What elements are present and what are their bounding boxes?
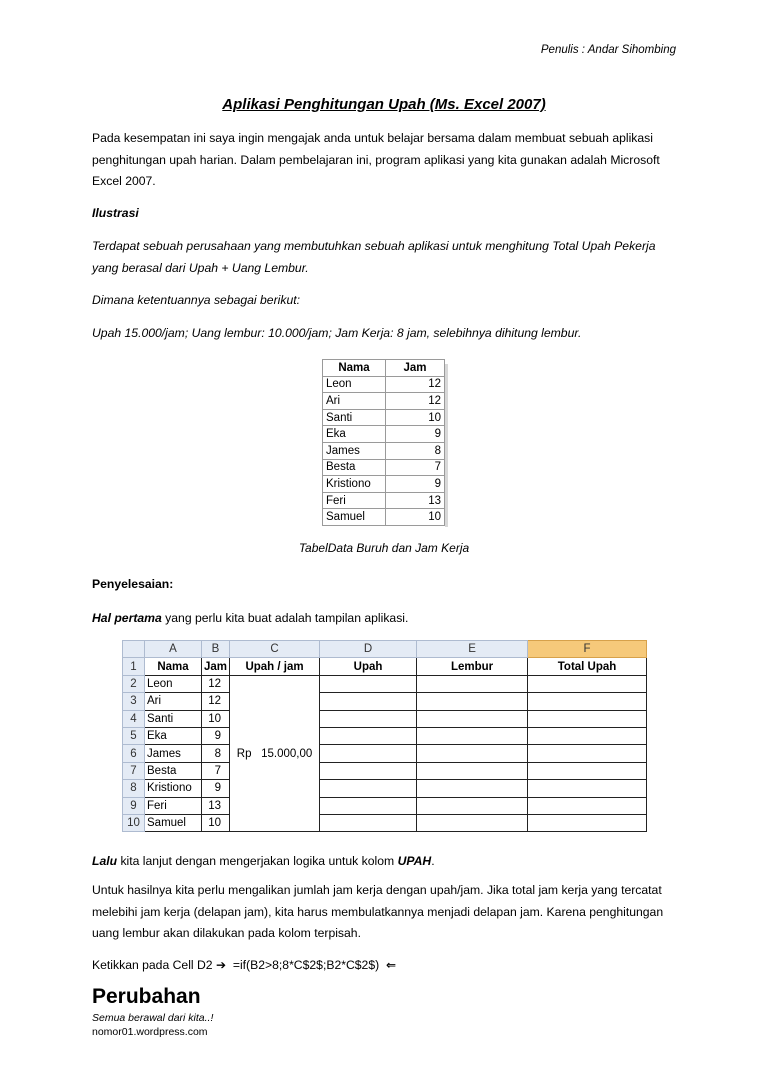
excel-grid: [122, 640, 647, 832]
excel-cell-jam: 12: [202, 693, 230, 710]
excel-rate-currency: Rp: [236, 747, 252, 760]
table-row: [323, 459, 445, 476]
excel-row-number: 8: [123, 780, 145, 797]
ketik-label: Ketikkan pada Cell D2: [92, 958, 213, 972]
excel-cell-total-upah: [528, 745, 647, 762]
excel-cell-lembur: [417, 780, 528, 797]
excel-data-row: [123, 675, 647, 692]
workers-table: [322, 359, 445, 526]
formula-text: =if(B2>8;8*C$2$;B2*C$2$): [232, 958, 380, 972]
table-cell-nama: Leon: [323, 376, 386, 393]
excel-row-number: 5: [123, 727, 145, 744]
table-header-row: [323, 360, 445, 377]
table-cell-nama: Santi: [323, 409, 386, 426]
excel-cell-upah: [320, 710, 417, 727]
excel-column-letter: C: [230, 641, 320, 658]
excel-column-letter: B: [202, 641, 230, 658]
table-row: [323, 426, 445, 443]
excel-cell-total-upah: [528, 814, 647, 831]
table-row: [323, 376, 445, 393]
excel-cell-jam: 8: [202, 745, 230, 762]
table-cell-nama: Samuel: [323, 509, 386, 526]
ilustrasi-heading: Ilustrasi: [92, 206, 139, 220]
lalu-rest-1: kita lanjut dengan mengerjakan logika untuk kolom: [117, 854, 398, 868]
excel-cell-upah: [320, 675, 417, 692]
table-cell-jam: 9: [386, 426, 445, 443]
excel-cell-jam: 9: [202, 727, 230, 744]
footer-brand: Perubahan: [92, 985, 201, 1008]
excel-cell-upah: [320, 727, 417, 744]
excel-cell-upah: [320, 762, 417, 779]
excel-cell-lembur: [417, 693, 528, 710]
table-row: [323, 393, 445, 410]
excel-header-cell: Upah / jam: [230, 658, 320, 675]
excel-column-headers: [123, 641, 647, 658]
lalu-rest-2: .: [431, 854, 435, 868]
table-cell-nama: James: [323, 442, 386, 459]
excel-cell-nama: Santi: [145, 710, 202, 727]
excel-cell-nama: Kristiono: [145, 780, 202, 797]
excel-rate-value: 15.000,00: [261, 747, 313, 760]
footer-url: nomor01.wordpress.com: [92, 1026, 208, 1038]
hal-pertama-line: [92, 608, 682, 630]
excel-cell-nama: Leon: [145, 675, 202, 692]
table-cell-jam: 7: [386, 459, 445, 476]
excel-cell-nama: Feri: [145, 797, 202, 814]
excel-header-cell: Nama: [145, 658, 202, 675]
excel-data-row: [123, 797, 647, 814]
excel-cell-nama: James: [145, 745, 202, 762]
excel-data-row: [123, 710, 647, 727]
excel-cell-lembur: [417, 745, 528, 762]
excel-row-number: 6: [123, 745, 145, 762]
lalu-upah: UPAH: [397, 854, 432, 868]
excel-cell-upah: [320, 797, 417, 814]
table-shadow: [445, 364, 448, 527]
lalu-bold: Lalu: [92, 854, 118, 868]
lalu-line: [92, 851, 682, 873]
table-row: [323, 492, 445, 509]
excel-data-row: [123, 745, 647, 762]
table-header-jam: Jam: [386, 360, 445, 377]
excel-cell-upah: [320, 780, 417, 797]
excel-header-cell: Total Upah: [528, 658, 647, 675]
author-line: Penulis : Andar Sihombing: [540, 44, 676, 56]
table-row: [323, 476, 445, 493]
excel-cell-jam: 10: [202, 710, 230, 727]
formula-line: [92, 955, 682, 977]
excel-column-letter: E: [417, 641, 528, 658]
excel-cell-lembur: [417, 727, 528, 744]
excel-cell-total-upah: [528, 762, 647, 779]
table-cell-jam: 8: [386, 442, 445, 459]
excel-cell-lembur: [417, 762, 528, 779]
table-cell-jam: 10: [386, 409, 445, 426]
ketentuan-line: Dimana ketentuannya sebagai berikut:: [92, 293, 300, 307]
table-caption: TabelData Buruh dan Jam Kerja: [298, 541, 470, 555]
excel-cell-nama: Ari: [145, 693, 202, 710]
excel-header-cell: Upah: [320, 658, 417, 675]
table-row: [323, 409, 445, 426]
excel-cell-upah: [320, 693, 417, 710]
excel-header-cell: Jam: [202, 658, 230, 675]
table-cell-jam: 12: [386, 393, 445, 410]
excel-cell-jam: 12: [202, 675, 230, 692]
excel-data-row: [123, 727, 647, 744]
excel-cell-total-upah: [528, 693, 647, 710]
excel-cell-jam: 9: [202, 780, 230, 797]
table-cell-jam: 10: [386, 509, 445, 526]
excel-cell-jam: 13: [202, 797, 230, 814]
excel-data-row: [123, 693, 647, 710]
table-cell-jam: 9: [386, 476, 445, 493]
table-row: [323, 442, 445, 459]
excel-header-row: [123, 658, 647, 675]
intro-paragraph: Pada kesempatan ini saya ingin mengajak anda untuk belajar bersama dalam membuat sebuah aplikasi penghitungan upah harian. Dalam pembelajaran ini, program aplikasi yang kita gunakan adalah Microsoft Excel 2007.: [92, 131, 660, 188]
excel-cell-total-upah: [528, 797, 647, 814]
rules-line: Upah 15.000/jam; Uang lembur: 10.000/jam; Jam Kerja: 8 jam, selebihnya dihitung lembur.: [92, 326, 582, 340]
excel-row-number: 1: [123, 658, 145, 675]
excel-row-number: 9: [123, 797, 145, 814]
excel-cell-nama: Eka: [145, 727, 202, 744]
table-row: [323, 509, 445, 526]
hal-pertama-bold: Hal pertama: [92, 611, 162, 625]
excel-cell-jam: 7: [202, 762, 230, 779]
excel-data-row: [123, 762, 647, 779]
excel-data-row: [123, 780, 647, 797]
excel-cell-lembur: [417, 814, 528, 831]
excel-cell-total-upah: [528, 710, 647, 727]
excel-cell-total-upah: [528, 780, 647, 797]
hal-pertama-rest: yang perlu kita buat adalah tampilan aplikasi.: [161, 611, 409, 625]
footer-tagline: Semua berawal dari kita..!: [92, 1012, 214, 1024]
excel-row-number: 3: [123, 693, 145, 710]
table-cell-jam: 13: [386, 492, 445, 509]
arrow-left-icon: ⇐: [385, 958, 397, 972]
excel-cell-nama: Samuel: [145, 814, 202, 831]
excel-cell-nama: Besta: [145, 762, 202, 779]
excel-cell-jam: 10: [202, 814, 230, 831]
excel-row-number: 2: [123, 675, 145, 692]
ilustrasi-paragraph: Terdapat sebuah perusahaan yang membutuhkan sebuah aplikasi untuk menghitung Total Upah Pekerja yang berasal dari Upah + Uang Lembur.: [92, 239, 656, 275]
table-cell-nama: Ari: [323, 393, 386, 410]
table-cell-jam: 12: [386, 376, 445, 393]
excel-row-number: 7: [123, 762, 145, 779]
penyelesaian-heading: Penyelesaian:: [92, 577, 174, 591]
excel-row-number: 4: [123, 710, 145, 727]
excel-header-cell: Lembur: [417, 658, 528, 675]
excel-row-number: 10: [123, 814, 145, 831]
table-cell-nama: Feri: [323, 492, 386, 509]
excel-cell-upah: [320, 814, 417, 831]
excel-cell-upah: [320, 745, 417, 762]
explain-paragraph: Untuk hasilnya kita perlu mengalikan jumlah jam kerja dengan upah/jam. Jika total jam kerja yang tercatat melebihi jam kerja (delapan jam), kita harus membulatkannya menjadi delapan jam. Karena penghitungan uang lembur akan dilakukan pada kolom terpisah.: [92, 883, 664, 940]
excel-column-letter: A: [145, 641, 202, 658]
excel-corner: [123, 641, 145, 658]
table-cell-nama: Besta: [323, 459, 386, 476]
excel-column-letter: D: [320, 641, 417, 658]
arrow-right-icon: ➔: [215, 958, 227, 972]
table-header-nama: Nama: [323, 360, 386, 377]
table-cell-nama: Eka: [323, 426, 386, 443]
excel-cell-total-upah: [528, 727, 647, 744]
excel-data-row: [123, 814, 647, 831]
excel-column-letter: F: [528, 641, 647, 658]
page-title: Aplikasi Penghitungan Upah (Ms. Excel 2007): [222, 96, 546, 113]
excel-cell-lembur: [417, 710, 528, 727]
excel-rate-cell: [230, 675, 320, 832]
excel-cell-lembur: [417, 797, 528, 814]
excel-cell-total-upah: [528, 675, 647, 692]
table-cell-nama: Kristiono: [323, 476, 386, 493]
excel-cell-lembur: [417, 675, 528, 692]
